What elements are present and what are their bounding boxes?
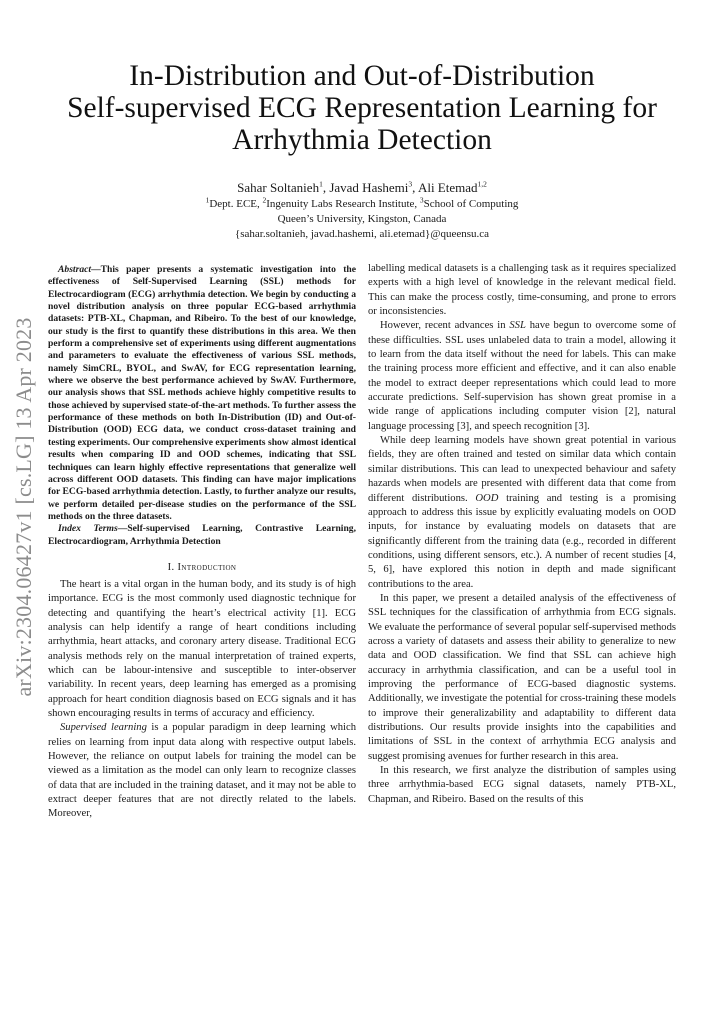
affiliation-mark: 3 (419, 195, 424, 205)
arxiv-id-text: arXiv:2304.06427v1 [cs.LG] 13 Apr 2023 (11, 317, 36, 697)
title-line: Self-supervised ECG Representation Learning for (67, 92, 657, 124)
intro-paragraph (368, 434, 676, 592)
affiliation-emails: {sahar.soltanieh, javad.hashemi, ali.etemad}@queensu.ca (234, 228, 490, 240)
arxiv-identifier-stamp (10, 317, 38, 697)
section-heading-introduction: I. Introduction (167, 561, 237, 573)
emphasis-term: OOD (475, 492, 499, 504)
intro-paragraph (368, 319, 676, 434)
title-line: Arrhythmia Detection (232, 124, 492, 156)
paragraph-text: training and testing is a promising approach to address this issue by explicitly evaluating models on OOD inputs, for instance by evaluating models on datasets that are significantly different from the training data (e.g., recorded in different conditions, using different sensors, etc.). A number of recent studies [4, 5, 6], have explored this notion in depth and made significant contributions to the area. (368, 492, 677, 590)
abstract-text: —This paper presents a systematic investigation into the effectiveness of Self-Supervised Learning (SSL) methods for Electrocardiogram (ECG) arrhythmia detection. We begin by conducting a novel distribution analysis on three popular ECG-based arrhythmia datasets: PTB-XL, Chapman, and Ribeiro. To the best of our knowledge, our study is the first to quantify these distributions in this area. We then perform a comprehensive set of experiments using different augmentations and parameters to evaluate the effectiveness of various SSL methods, namely SimCRL, BYOL, and SwAV, for ECG representation learning, where we observe the best performance achieved by SwAV. Furthermore, our analysis shows that SSL methods achieve highly competitive results to those achieved by supervised state-of-the-art methods. To further assess the performance of these methods on both In-Distribution (ID) and Out-of-Distribution (OOD) ECG data, we conduct cross-dataset training and testing experiments. Our comprehensive experiments show almost identical results when comparing ID and OOD schemes, indicating that SSL techniques can learn highly effective representations that generalize well across different OOD datasets. This finding can have major implications for ECG-based arrhythmia detection. Lastly, to further analyze our results, we perform detailed per-disease studies on the performance of the SSL methods on the three datasets. (48, 264, 356, 522)
affiliation-line (60, 197, 664, 212)
intro-paragraph (48, 721, 356, 821)
affiliation-school: School of Computing (423, 198, 519, 210)
emphasis-term: Supervised learning (60, 722, 147, 734)
author-affiliation-mark: 1 (319, 179, 323, 189)
title-line: In-Distribution and Out-of-Distribution (129, 60, 595, 92)
paper-title (60, 60, 664, 156)
index-terms (48, 523, 356, 548)
abstract-label: Abstract (58, 264, 92, 275)
author-name: Sahar Soltanieh (237, 180, 320, 195)
author-list: Sahar Soltanieh$^1$, Javad Hashemi$^3$, Ali Etemad$^{1,2}$ (237, 179, 487, 195)
intro-paragraph: labelling medical datasets is a challenging task as it requires specialized experts with a high level of knowledge in the relevant medical field. This can make the process costly, time-consuming, and prone to errors or inconsistencies. (368, 263, 676, 318)
author-name: Ali Etemad (417, 180, 478, 195)
paragraph-text: While deep learning models have shown great potential in various fields, they are often trained and tested on similar data which contain similar distributions. This can lead to unexpected behaviour and safety hazards when models are presented with different data that come from different distributions. (368, 435, 676, 504)
abstract (48, 264, 356, 523)
intro-paragraph: In this paper, we present a detailed analysis of the effectiveness of SSL techniques for the classification of arrhythmia from ECG signals. We evaluate the performance of several popular self-supervised methods across a variety of datasets and assess their ability to generalize to new data and OOD classification. We find that SSL can achieve high accuracy in arrhythmia classification, and can be a useful tool in improving the performance of ECG-based diagnostic systems. Additionally, we investigate the potential for cross-training these models to improve their generalizability and adaptability to different data distributions. Our results provide insights into the capabilities and limitations of SSL in the context of arrhythmia ECG analysis and suggest promising avenues for further research in this area. (368, 592, 677, 762)
index-terms-text: —Self-supervised Learning, Contrastive Learning, Electrocardiogram, Arrhythmia Detection (48, 523, 356, 547)
intro-paragraph: The heart is a vital organ in the human body, and its study is of high importance. ECG is the most commonly used diagnostic technique for detecting and quantifying the heart’s electrical activity [1]. ECG analysis can help identify a range of heart conditions including arrhythmia, heart attacks, and coronary artery disease. Traditional ECG analysis methods rely on the manual interpretation of trained experts, which can be labour-intensive and susceptible to inter-observer variability. In recent years, deep learning has emerged as a promising approach for heart condition diagnosis based on ECG signals and it has shown encouraging results in terms of accuracy and efficiency. (48, 578, 356, 719)
affiliations (60, 197, 664, 242)
intro-paragraph: In this research, we first analyze the distribution of samples using three arrhythmia-based ECG signal datasets, namely PTB-XL, Chapman, and Ribeiro. Based on the results of this (368, 765, 676, 805)
paragraph-text: is a popular paradigm in deep learning which relies on learning from input data along with respective output labels. However, the reliance on output labels for training the model can be viewed as a limitation as the model can only learn to recognize classes of data that are included in the training dataset, and it may not be able to extract deeper features that are not directly related to the labels. Moreover, (48, 722, 356, 820)
affiliation-institute: Ingenuity Labs Research Institute, (266, 198, 420, 210)
affiliation-dept: Dept. ECE, (209, 198, 263, 210)
author-affiliation-mark: 3 (408, 179, 413, 189)
paragraph-text: have begun to overcome some of these difficulties. SSL uses unlabeled data to train a model, allowing it to learn from the data itself without the need for labels. This can make the training process more efficient and effective, and it can also enable the model to extract deeper representations which could lead to more accurate predictions. Self-supervision has shown great promise in a wide range of applications including computer vision [2], natural language processing [3], and speech recognition [3]. (368, 320, 676, 432)
right-column (368, 262, 676, 807)
affiliation-mark: 2 (262, 195, 267, 205)
author-name: Javad Hashemi (329, 180, 409, 195)
emphasis-term: SSL (509, 320, 526, 332)
author-affiliation-mark: 1,2 (477, 179, 487, 189)
left-column (48, 264, 356, 822)
index-terms-label: Index Terms (58, 523, 118, 535)
paragraph-text: However, recent advances in (380, 320, 510, 332)
affiliation-university: Queen’s University, Kingston, Canada (277, 213, 447, 225)
affiliation-mark: 1 (205, 195, 210, 205)
